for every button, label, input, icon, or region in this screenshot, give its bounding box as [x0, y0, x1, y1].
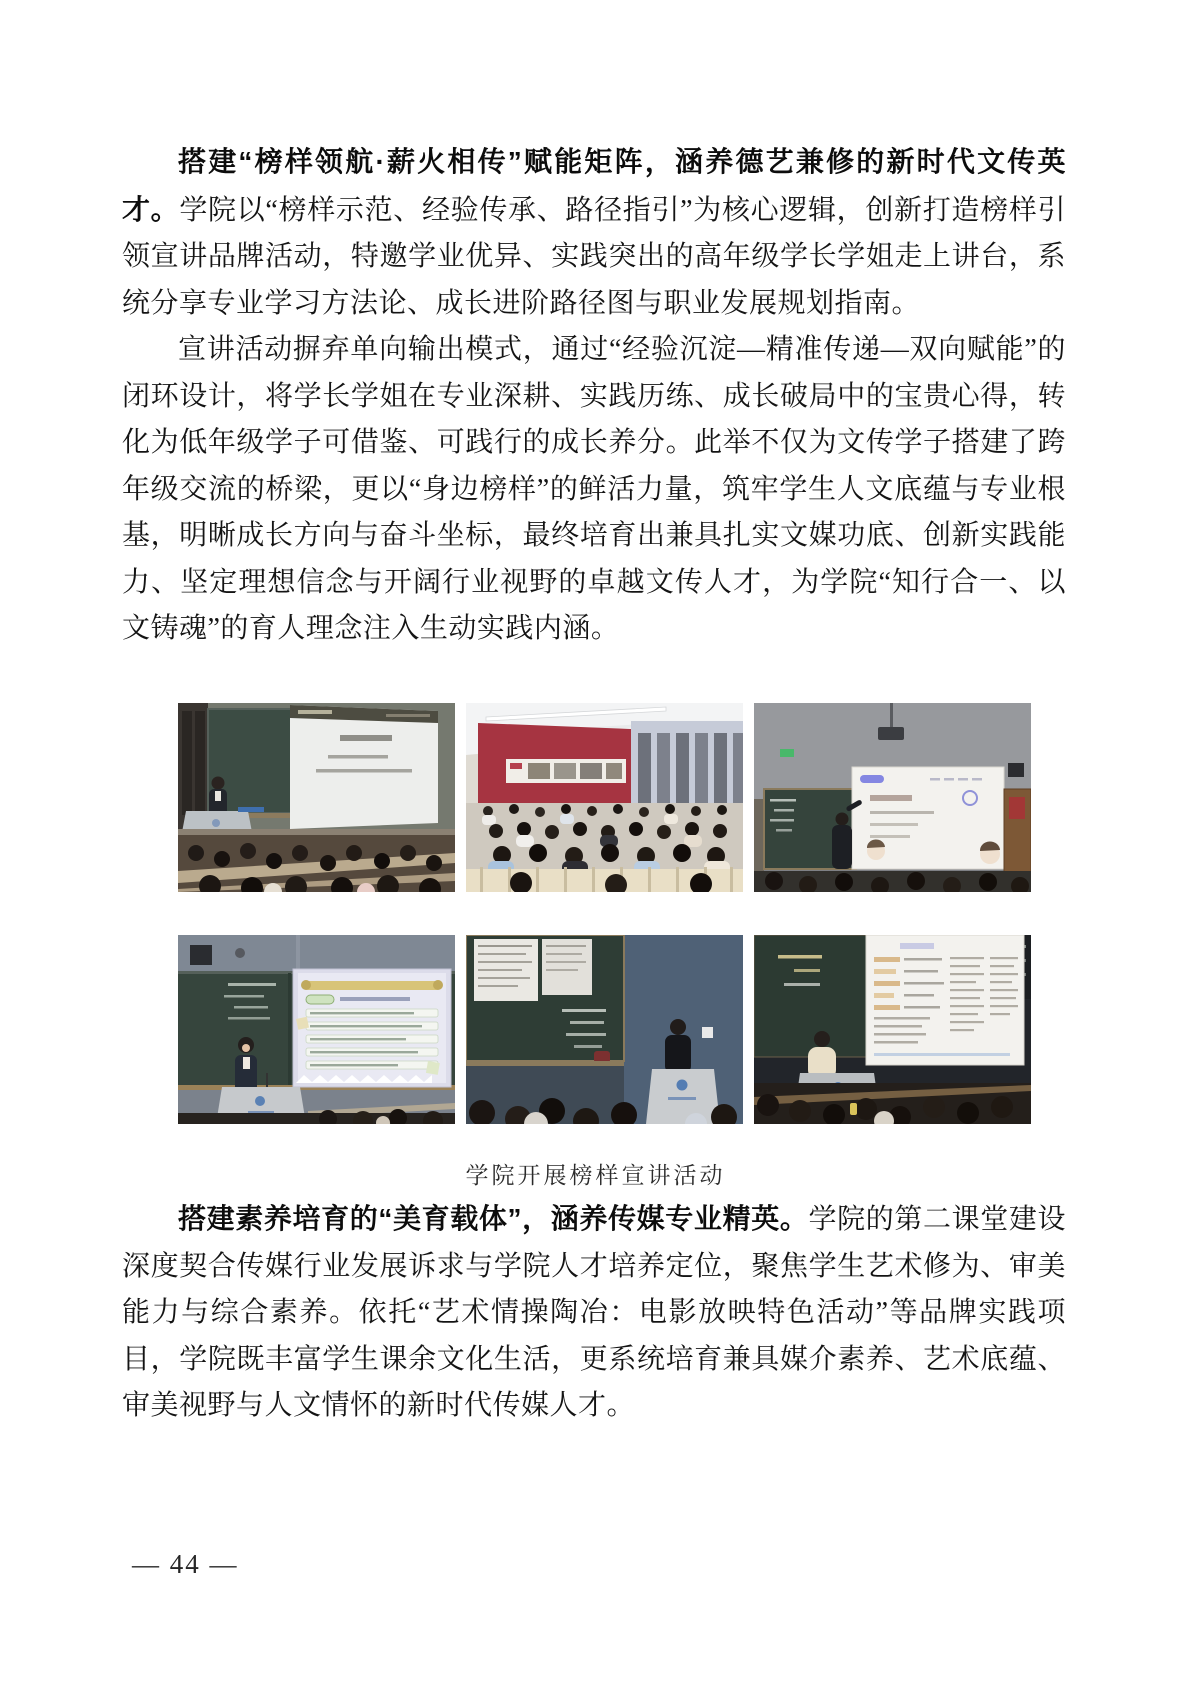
paragraph-1-body: 学院以“榜样示范、经验传承、路径指引”为核心逻辑，创新打造榜样引领宣讲品牌活动，特邀学业优异、实践突出的高年级学长学姐走上讲台，系统分享专业学习方法论、成长进阶路径图与职业发展规划指南。 [122, 194, 1066, 319]
photo-caption: 学院开展榜样宣讲活动 [465, 1163, 726, 1188]
paragraph-1-lead: 搭建“榜样领航·薪火相传”赋能矩阵，涵养德艺兼修的新时代文传英才。 [122, 146, 1066, 225]
paragraph-2-body: 宣讲活动摒弃单向输出模式，通过“经验沉淀—精准传递—双向赋能”的闭环设计，将学长学姐在专业深耕、实践历练、成长破局中的宝贵心得，转化为低年级学子可借鉴、可践行的成长养分。此举不仅为文传学子搭建了跨年级交流的桥梁，更以“身边榜样”的鲜活力量，筑牢学生人文底蕴与专业根基，明晰成长方向与奋斗坐标，最终培育出兼具扎实文媒功底、创新实践能力、坚定理想信念与开阔行业视野的卓越文传人才，为学院“知行合一、以文铸魂”的育人理念注入生动实践内涵。 [122, 334, 1066, 644]
paragraph-1 [122, 139, 1066, 327]
paragraph-3 [122, 1196, 1066, 1430]
paragraph-2 [122, 327, 1066, 653]
photo-3-illustration [754, 703, 1031, 892]
photo-5-illustration [466, 935, 743, 1124]
page-number: — 44 — [132, 1549, 239, 1579]
photo-outline-slide [178, 935, 455, 1124]
photo-4-illustration [178, 935, 455, 1124]
text-block-top [122, 139, 1066, 653]
photo-document-slide [754, 935, 1031, 1124]
text-block-bottom [122, 1196, 1066, 1430]
photo-1-illustration [178, 703, 455, 892]
photo-audience-facing [466, 703, 743, 892]
photo-grid [178, 703, 1031, 1124]
photo-podium-speaker [466, 935, 743, 1124]
paragraph-3-lead: 搭建素养培育的“美育载体”，涵养传媒专业精英。 [178, 1203, 809, 1234]
photo-6-illustration [754, 935, 1031, 1124]
photo-cartoon-slide [754, 703, 1031, 892]
photo-lecture-hall-screen [178, 703, 455, 892]
paragraph-3-body: 学院的第二课堂建设深度契合传媒行业发展诉求与学院人才培养定位，聚焦学生艺术修为、审美能力与综合素养。依托“艺术情操陶冶：电影放映特色活动”等品牌实践项目，学院既丰富学生课余文化生活，更系统培育兼具媒介素养、艺术底蕴、审美视野与人文情怀的新时代传媒人才。 [122, 1204, 1066, 1421]
photo-2-illustration [466, 703, 743, 892]
